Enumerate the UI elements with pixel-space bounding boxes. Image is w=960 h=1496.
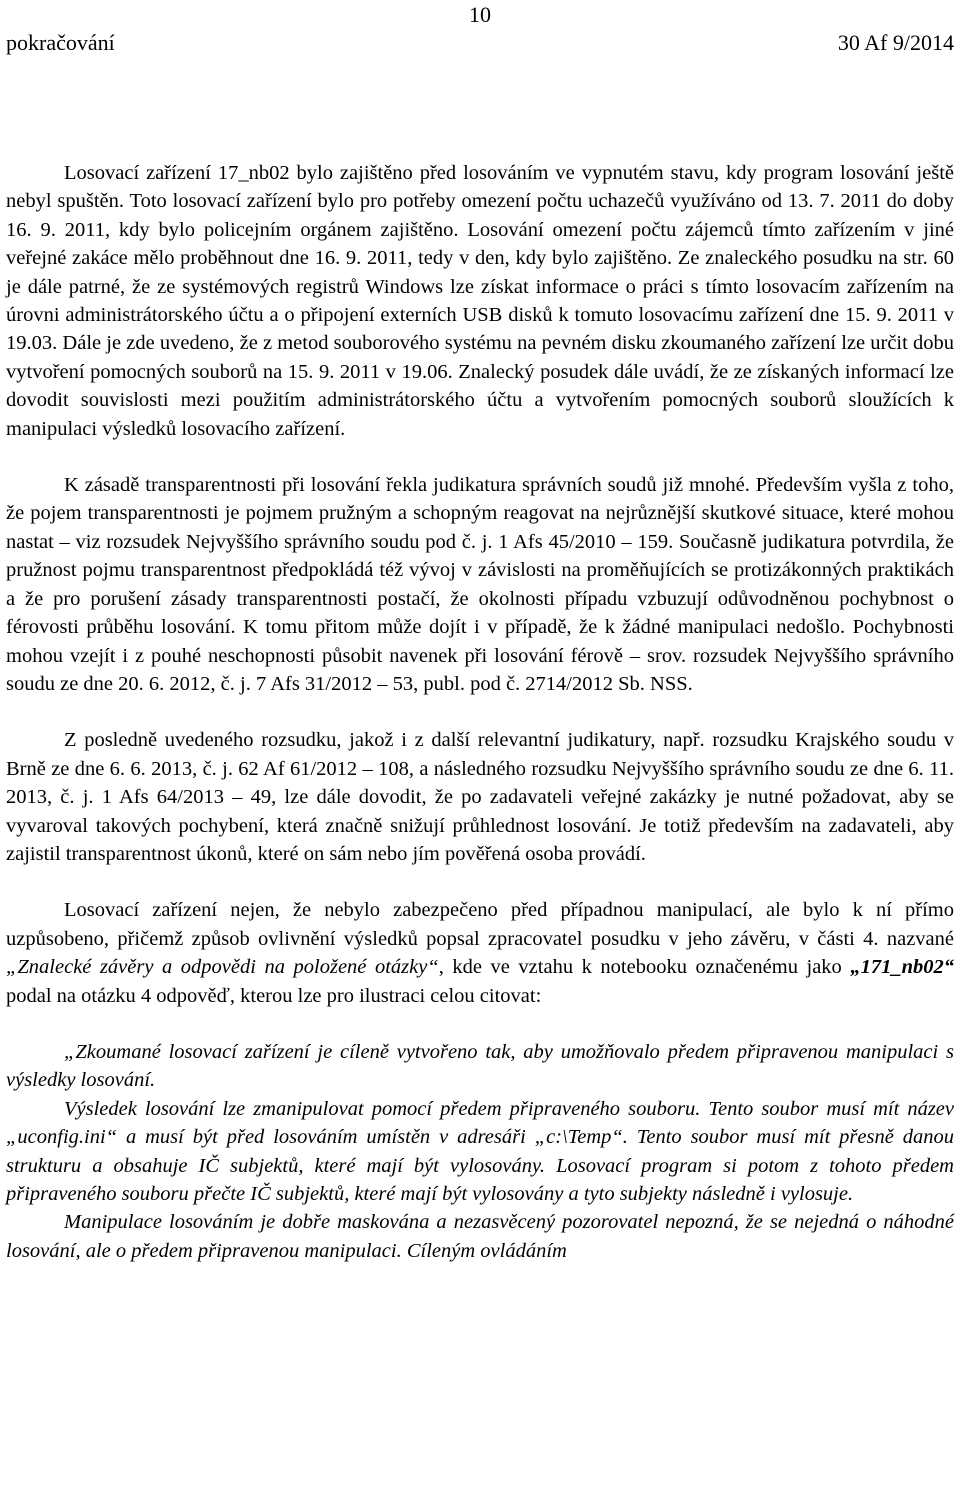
paragraph-expert-report-text-b: , kde ve vztahu k notebooku označenému jako [438,956,851,979]
quote-paragraph-3: Manipulace losováním je dobře maskována a nezasvěcený pozorovatel nepozná, že se nejedná o náhodné losování, ale o předem připravenou manipulaci. Cíleným ovládáním [6,1211,954,1262]
header-continuation: pokračování [6,30,115,55]
quote-paragraph-1: „Zkoumané losovací zařízení je cíleně vytvořeno tak, aby umožňovalo předem připravenou manipulaci s výsledky losování. [6,1040,954,1092]
device-identifier: „171_nb02“ [850,956,954,979]
paragraph-expert-report-text-a: Losovací zařízení nejen, že nebylo zabezpečeno před případnou manipulací, ale bylo k ní přímo uzpůsobeno, přičemž způsob ovlivnění výsledků popsal zpracovatel posudku v jeho závěru, v části 4. nazvané [6,899,954,950]
report-section-title: „Znalecké závěry a odpovědi na položené otázky“ [6,956,439,979]
document-body [6,159,954,1265]
paragraph-case-law: Z posledně uvedeného rozsudku, jakož i z další relevantní judikatury, např. rozsudku Krajského soudu v Brně ze dne 6. 6. 2013, č. j. 62 Af 61/2012 – 108, a následného rozsudku Nejvyššího správního soudu ze dne 6. 11. 2013, č. j. 1 Afs 64/2013 – 49, lze dále dovodit, že po zadavateli veřejné zakázky je nutné požadovat, aby se vyvaroval takových pochybení, která značně snižují průhlednost losování. Je totiž především na zadavateli, aby zajistil transparentnost úkonů, které on sám nebo jím pověřená osoba provádí. [6,729,954,865]
paragraph-expert-report-text-c: podal na otázku 4 odpověď, kterou lze pro ilustraci celou citovat: [6,984,542,1007]
quote-paragraph-2: Výsledek losování lze zmanipulovat pomocí předem připraveného souboru. Tento soubor musí mít název „uconfig.ini“ a musí být před losováním umístěn v adresáři „c:\Temp“. Tento soubor musí mít přesně danou strukturu a obsahuje IČ subjektů, které mají být vylosovány. Losovací program si potom z tohoto předem připraveného souboru přečte IČ subjektů, které mají být vylosovány a tyto subjekty následně i vylosuje. [6,1097,954,1205]
page-number: 10 [469,2,491,27]
header-case-number: 30 Af 9/2014 [837,30,954,55]
paragraph-expert-report [6,896,954,1010]
paragraph-transparency-principle: K zásadě transparentnosti při losování řekla judikatura správních soudů již mnohé. Především vyšla z toho, že pojem transparentnosti je pojmem pružným a schopným reagovat na nejrůznější skutkové situace, které mohou nastat – viz rozsudek Nejvyššího správního soudu pod č. j. 1 Afs 45/2010 – 159. Současně judikatura potvrdila, že pružnost pojmu transparentnost předpokládá též vývoj v závislosti na proměňujících se protizákonných praktikách a že pro porušení zásady transparentnosti postačí, že okolnosti případu vzbuzují odůvodněnou pochybnost o férovosti průběhu losování. K tomu přitom může dojít i v případě, že k žádné manipulaci nedošlo. Pochybnosti mohou vzejít i z pouhé neschopnosti působit navenek při losování férově – srov. rozsudek Nejvyššího správního soudu ze dne 20. 6. 2012, č. j. 7 Afs 31/2012 – 53, publ. pod č. 2714/2012 Sb. NSS. [6,474,954,695]
running-header [6,30,954,56]
paragraph-lottery-device: Losovací zařízení 17_nb02 bylo zajištěno před losováním ve vypnutém stavu, kdy program losování ještě nebyl spuštěn. Toto losovací zařízení bylo pro potřeby omezení počtu uchazečů využíváno od 13. 7. 2011 do doby 16. 9. 2011, kdy bylo policejním orgánem zajištěno. Losování omezení počtu zájemců tímto zařízením v jiné veřejné zakáce mělo proběhnout dne 16. 9. 2011, tedy v den, kdy bylo zajištěno. Ze znaleckého posudku na str. 60 je dále patrné, že ze systémových registrů Windows lze získat informace o práci s tímto losovacím zařízením na úrovni administrátorského účtu a o připojení externích USB disků k tomuto losovacímu zařízení dne 15. 9. 2011 v 19.03. Dále je zde uvedeno, že z metod souborového systému na pevném disku zkoumaného zařízení lze určit dobu vytvoření pomocných souborů na 15. 9. 2011 v 19.06. Znalecký posudek dále uvádí, že ze získaných informací lze dovodit souvislosti mezi použitím administrátorského účtu a vytvořením pomocných souborů sloužících k manipulaci výsledků losovacího zařízení. [6,162,954,440]
